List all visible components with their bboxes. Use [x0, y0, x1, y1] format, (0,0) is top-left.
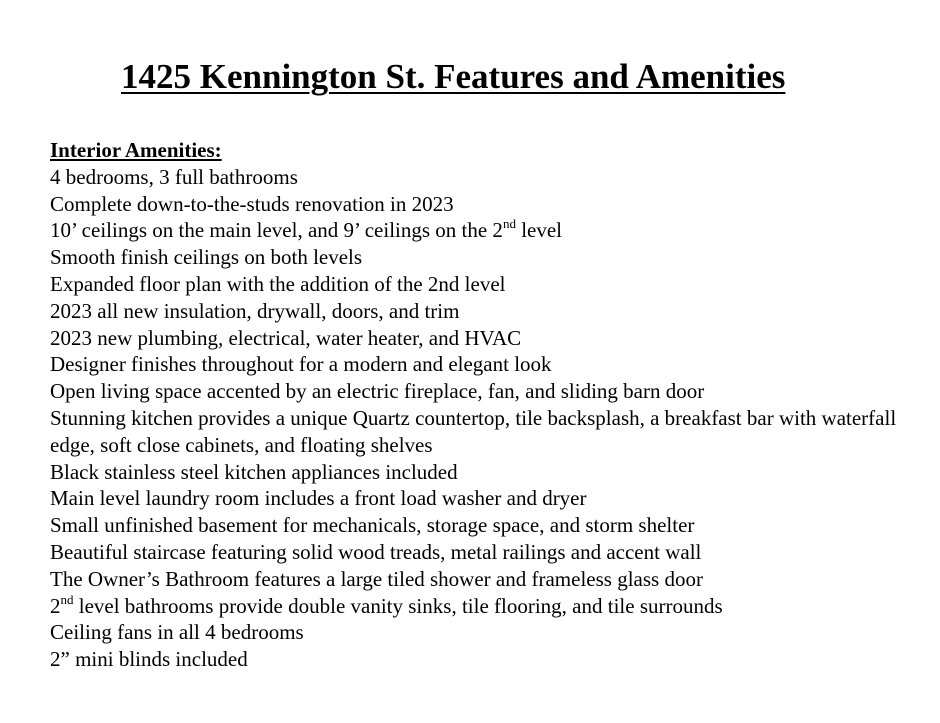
- list-item: 2023 new plumbing, electrical, water heater, and HVAC: [50, 325, 522, 350]
- list-item: [50, 217, 920, 244]
- list-item-text: level bathrooms provide double vanity sinks, tile flooring, and tile surrounds: [73, 593, 723, 618]
- interior-amenities-section: [50, 137, 920, 673]
- section-heading: Interior Amenities:: [50, 138, 222, 162]
- list-item-text: 2: [50, 593, 61, 618]
- list-item: Designer finishes throughout for a modern and elegant look: [50, 352, 552, 377]
- list-item: Stunning kitchen provides a unique Quartz countertop, tile backsplash, a breakfast bar with waterfall edge, soft close cabinets, and floating shelves: [50, 405, 897, 457]
- amenities-list: [50, 164, 920, 673]
- list-item: [50, 593, 920, 620]
- list-item: Black stainless steel kitchen appliances included: [50, 459, 458, 484]
- list-item: 4 bedrooms, 3 full bathrooms: [50, 164, 298, 189]
- list-item: 2023 all new insulation, drywall, doors, and trim: [50, 298, 460, 323]
- ordinal-suffix: nd: [502, 216, 516, 232]
- list-item: Ceiling fans in all 4 bedrooms: [50, 620, 304, 645]
- list-item: Beautiful staircase featuring solid wood treads, metal railings and accent wall: [50, 539, 702, 564]
- list-item: Small unfinished basement for mechanicals, storage space, and storm shelter: [50, 513, 695, 538]
- page-title: 1425 Kennington St. Features and Amenities: [121, 57, 786, 96]
- list-item: Complete down-to-the-studs renovation in 2023: [50, 191, 454, 216]
- list-item-text: level: [515, 218, 562, 243]
- list-item: Expanded floor plan with the addition of the 2nd level: [50, 271, 506, 296]
- list-item: The Owner’s Bathroom features a large tiled shower and frameless glass door: [50, 566, 703, 591]
- list-item: 2” mini blinds included: [50, 647, 248, 672]
- list-item: Smooth finish ceilings on both levels: [50, 245, 363, 270]
- ordinal-suffix: nd: [60, 591, 74, 607]
- list-item-text: 10’ ceilings on the main level, and 9’ ceilings on the 2: [50, 218, 503, 243]
- list-item: Open living space accented by an electric fireplace, fan, and sliding barn door: [50, 379, 705, 404]
- list-item: Main level laundry room includes a front load washer and dryer: [50, 486, 587, 511]
